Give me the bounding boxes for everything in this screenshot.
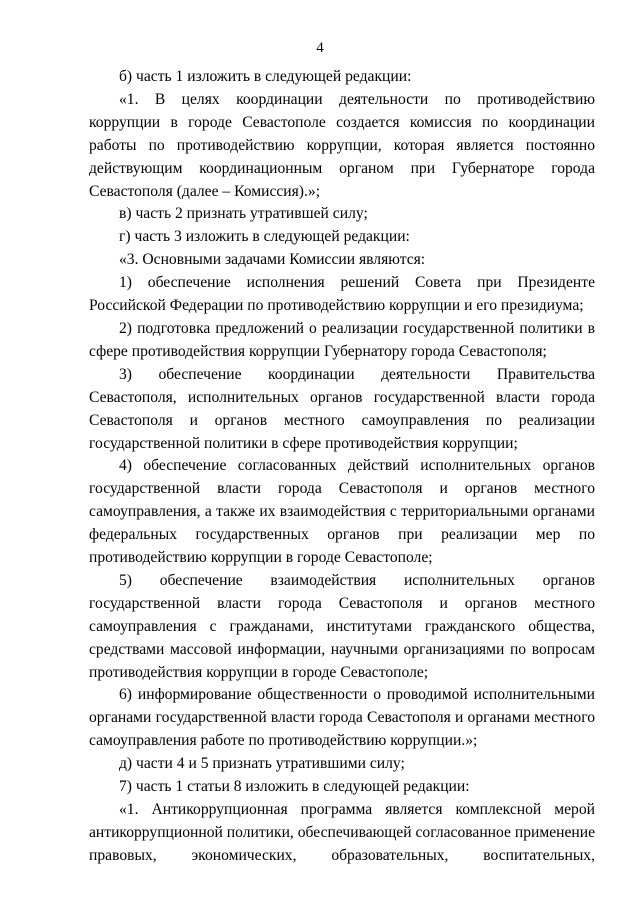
paragraph-part-1-text: «1. В целях координации деятельности по противодействию коррупции в городе Севастополе создается комиссия по координации работы по противодействию коррупции, которая является постоянно действующим координационным органом при Губернаторе города Севастополя (далее – Комиссия).»; (89, 90, 595, 200)
paragraph-g-intro: г) часть 3 изложить в следующей редакции: (119, 228, 410, 246)
page-number: 4 (316, 40, 324, 56)
paragraph-v-repeal: в) часть 2 признать утратившей силу; (119, 205, 368, 223)
paragraph-task-6: 6) информирование общественности о проводимой исполнительными органами государственной власти города Севастополя и органами местного самоуправления работе по противодействию коррупции.»; (89, 686, 595, 750)
paragraph-task-2: 2) подготовка предложений о реализации государственной политики в сфере противодействия коррупции Губернатору города Севастополя; (89, 319, 595, 360)
paragraph-task-4: 4) обеспечение согласованных действий исполнительных органов государственной власти города Севастополя и органов местного самоуправления, а также их взаимодействия с территориальными органами федеральных государственных органов при реализации мер по противодействию коррупции в городе Севастополе; (89, 457, 595, 567)
paragraph-task-5: 5) обеспечение взаимодействия исполнительных органов государственной власти города Севастополя и органов местного самоуправления с гражданами, институтами гражданского общества, средствами массовой информации, научными организациями по вопросам противодействия коррупции в городе Севастополе; (89, 571, 595, 681)
paragraph-task-1: 1) обеспечение исполнения решений Совета при Президенте Российской Федерации по противодействию коррупции и его президиума; (89, 274, 595, 315)
paragraph-b-intro: б) часть 1 изложить в следующей редакции: (119, 68, 412, 85)
paragraph-d-repeal: д) части 4 и 5 признать утратившими силу; (119, 755, 405, 773)
document-body (89, 66, 595, 868)
paragraph-task-3: 3) обеспечение координации деятельности Правительства Севастополя, исполнительных органов государственной власти города Севастополя и органов местного самоуправления по реализации государственной политики в сфере противодействия коррупции; (89, 365, 595, 452)
paragraph-part-3-heading: «3. Основными задачами Комиссии являются: (119, 251, 426, 269)
paragraph-anticorruption-program: «1. Антикоррупционная программа является комплексной мерой антикоррупционной политики, обеспечивающей согласованное применение правовых, экономических, образовательных, воспитательных, (89, 801, 595, 864)
paragraph-item-7-intro: 7) часть 1 статьи 8 изложить в следующей редакции: (119, 778, 470, 796)
